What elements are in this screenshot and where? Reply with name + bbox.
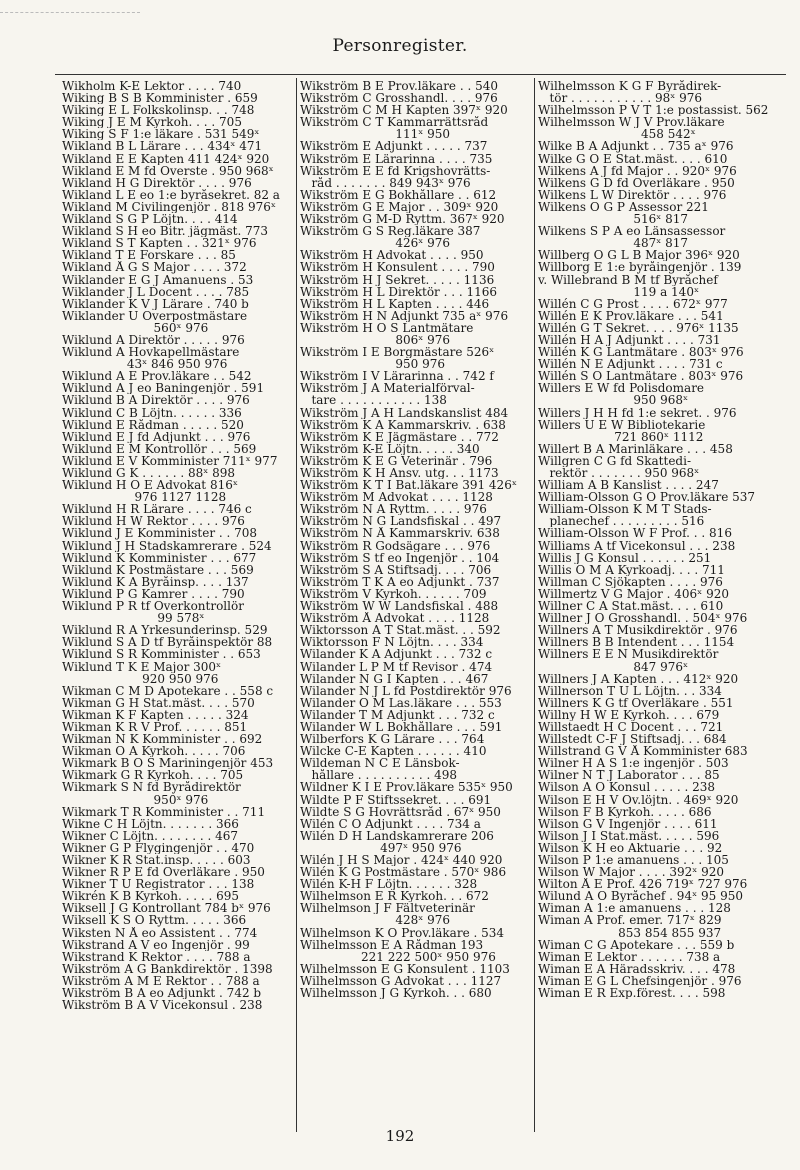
register-entry: Wiman E R Exp.förest. . . . 598: [538, 987, 726, 1000]
register-entry: Willner J O Grosshandl. . 504ˣ 976: [538, 612, 748, 625]
register-entry: Wikström H N Adjunkt 735 aˣ 976: [300, 309, 509, 322]
register-entry: Wiklund K A Byråinsp. . . . 137: [62, 575, 249, 588]
register-entry: Wiklund H W Rektor . . . . 976: [62, 515, 245, 528]
register-entry: Wiksell K S O Ryttm. . . . . 366: [62, 914, 247, 927]
register-entry: Wikmark S N fd Byrådirektör: [62, 781, 241, 794]
register-entry: Willny H W E Kyrkoh. . . . 679: [538, 708, 720, 721]
top-dashed-rule: [0, 12, 140, 13]
register-entry: Wikström B A V Vicekonsul . 238: [62, 999, 263, 1012]
register-entry: Wilander W L Bokhållare . . . 591: [300, 720, 503, 734]
register-entry: Wilkens G D fd Överläkare . 950: [538, 176, 735, 189]
register-entry: Wikström K H Ansv. utg. . . 1173: [300, 467, 499, 480]
register-entry: Wiklund A Direktör . . . . . 976: [62, 333, 245, 347]
register-entry: Wikström H L Direktör . . . 1166: [300, 285, 498, 298]
register-entry: Wilson W Major . . . . 392ˣ 920: [538, 866, 725, 879]
register-entry: Wikström T K A eo Adjunkt . 737: [300, 575, 500, 588]
register-entry: 516ˣ 817: [538, 213, 689, 226]
register-entry: 119 a 140ˣ: [538, 285, 700, 298]
register-entry: Wikström C Grosshandl. . . . 976: [300, 92, 498, 105]
register-entry: Wiklander E G J Amanuens . 53: [62, 273, 254, 286]
register-entry: Wikland S H eo Bitr. jägmäst. 773: [62, 225, 269, 238]
register-entry: Wikland E E Kapten 411 424ˣ 920: [62, 152, 270, 165]
column-divider: [534, 78, 535, 1132]
register-entry: Wiklund T K E Major 300ˣ: [62, 660, 222, 673]
register-entry: Willers U E W Bibliotekarie: [538, 418, 706, 431]
register-entry: Willners E E N Musikdirektör: [538, 648, 719, 661]
register-entry: rektör . . . . . . . 950 968ˣ: [538, 467, 700, 480]
register-entry: 43ˣ 846 950 976: [62, 358, 228, 371]
register-entry: Wikland B L Lärare . . . 434ˣ 471: [62, 140, 263, 153]
register-entry: Wilander L P M tf Revisor . 474: [300, 660, 493, 673]
register-entry: Wikmark B O S Mariningenjör 453: [62, 757, 274, 770]
register-entry: 920 950 976: [62, 672, 219, 685]
register-entry: Wikström J A H Landskanslist 484: [300, 406, 509, 419]
register-entry: Wilkens S P A eo Länsassessor: [538, 225, 726, 238]
register-entry: Wikland S G P Löjtn. . . . 414: [62, 213, 238, 226]
register-entry: Willers J H H fd 1:e sekret. . 976: [538, 406, 737, 419]
register-entry: planechef . . . . . . . . . 516: [538, 515, 705, 528]
page-number: 192: [385, 1127, 415, 1145]
register-entry: Wiklund H R Lärare . . . . 746 c: [62, 503, 252, 516]
register-entry: Willis O M A Kyrkoadj. . . . 711: [538, 563, 725, 576]
register-column-3: [538, 80, 786, 1130]
register-entry: Willnerson T U L Löjtn. . . 334: [538, 684, 722, 697]
register-entry: Wikström S A Stiftsadj. . . . 706: [300, 563, 492, 576]
register-entry: Wiklund J H Stadskamrerare . 524: [62, 539, 272, 552]
register-entry: Wikström S tf eo Ingenjör . . 104: [300, 551, 500, 564]
register-entry: Wilke G O E Stat.mäst. . . . 610: [538, 152, 728, 165]
register-entry: Wikstrand A V eo Ingenjör . 99: [62, 938, 250, 951]
register-entry: 950ˣ 976: [62, 793, 209, 806]
register-entry: 976 1127 1128: [62, 491, 227, 504]
register-entry: Wiklund A E Prov.läkare . . 542: [62, 370, 252, 383]
page-title: Personregister.: [332, 36, 468, 56]
register-entry: Wiking E L Folkskolinsp. . . 748: [62, 104, 255, 117]
register-entry: Wikner K R Stat.insp. . . . . 603: [62, 854, 251, 867]
register-entry: Wikmark G R Kyrkoh. . . . 705: [62, 769, 244, 782]
register-entry: Wikland Å G S Major . . . . 372: [62, 261, 247, 274]
register-entry: Wiklund E M Kontrollör . . . 569: [62, 442, 257, 455]
register-entry: Wiking S F 1:e läkare . 531 549ˣ: [62, 128, 260, 141]
register-entry: Wikström H O S Lantmätare: [300, 321, 474, 334]
register-entry: Wilén K-H F Löjtn. . . . . . 328: [300, 878, 478, 891]
register-entry: Wikman N K Komminister . . 692: [62, 733, 263, 746]
register-entry: Wiking J E M Kyrkoh. . . . 705: [62, 116, 242, 129]
register-entry: Wikström N Å Kammarskriv. 638: [300, 527, 500, 540]
register-entry: Wilhelmsson J G Kyrkoh. . . 680: [300, 987, 492, 1000]
register-entry: Wilhelmson J F Fältveterinär: [300, 902, 475, 915]
register-entry: Willstaedt H C Docent . . . 721: [538, 720, 724, 734]
register-entry: Wiman A 1:e amanuens . . . 128: [538, 902, 731, 915]
register-entry: Wikland T E Forskare . . . 85: [62, 249, 236, 262]
register-entry: 487ˣ 817: [538, 237, 689, 250]
register-entry: Wiman E A Häradsskriv. . . . 478: [538, 962, 736, 975]
register-entry: Wikmark T R Komminister . . 711: [62, 805, 266, 818]
register-entry: Willman C Sjökapten . . . . 976: [538, 575, 723, 588]
register-entry: Wilcke C-E Kapten . . . . . . 410: [300, 745, 487, 758]
register-entry: Wiklund E Rådman . . . . . 520: [62, 418, 244, 431]
register-entry: Wildeman N C E Länsbok-: [300, 757, 460, 770]
register-entry: Wikström K T I Bat.läkare 391 426ˣ: [300, 479, 517, 492]
register-entry: 950 968ˣ: [538, 394, 689, 407]
register-entry: Wikström B A eo Adjunkt . 742 b: [62, 987, 262, 1000]
register-entry: Willén C G Prost . . . . 672ˣ 977: [538, 297, 728, 310]
register-entry: Williams A tf Vicekonsul . . . 238: [538, 539, 736, 552]
register-entry: Wikström G S Reg.läkare 387: [300, 225, 481, 238]
register-entry: Wilund A O Byråchef . 94ˣ 95 950: [538, 890, 743, 903]
register-entry: Willén G T Sekret. . . . 976ˣ 1135: [538, 321, 739, 334]
register-entry: Wikström E Adjunkt . . . . . 737: [300, 140, 488, 153]
register-entry: 853 854 855 937: [538, 926, 722, 939]
register-entry: 950 976: [300, 358, 445, 371]
register-entry: 111ˣ 950: [300, 128, 451, 141]
register-entry: Wilkens O G P Assessor 221: [538, 200, 709, 214]
column-divider: [296, 78, 297, 1132]
register-entry: Wikman O A Kyrkoh. . . . . 706: [62, 745, 246, 758]
register-entry: Wikström C M H Kapten 397ˣ 920: [300, 104, 508, 117]
register-entry: Wikner T U Registrator . . . 138: [62, 878, 255, 891]
register-entry: Willberg O G L B Major 396ˣ 920: [538, 249, 740, 262]
register-entry: William-Olsson W F Prof. . . 816: [538, 527, 732, 540]
register-entry: Wilson P 1:e amanuens . . . 105: [538, 854, 729, 867]
register-entry: Wikström M Advokat . . . . 1128: [300, 491, 493, 504]
register-entry: Wikström H L Kapten . . . . 446: [300, 297, 490, 310]
register-entry: Wilson K H eo Aktuarie . . . 92: [538, 841, 723, 854]
register-entry: Wiktorsson A T Stat.mäst. . . 592: [300, 624, 501, 637]
register-entry: Wiklund J E Komminister . . 708: [62, 527, 258, 540]
register-entry: Wikland M Civilingenjör . 818 976ˣ: [62, 200, 276, 214]
register-entry: Wiksell J G Kontrollant 784 bˣ 976: [62, 902, 271, 915]
register-entry: Wiklund A J eo Baningenjör . 591: [62, 382, 265, 395]
register-entry: 847 976ˣ: [538, 660, 689, 673]
register-entry: Willén N E Adjunkt . . . . 731 c: [538, 358, 723, 371]
register-entry: William-Olsson G O Prov.läkare 537: [538, 491, 756, 504]
register-entry: Wiklander U Överpostmästare: [62, 309, 248, 322]
register-entry: Wilson E H V Öv.löjtn. . 469ˣ 920: [538, 793, 739, 806]
register-entry: Wilhelmsson G Advokat . . . 1127: [300, 974, 502, 988]
register-entry: Wilkens L W Direktör . . . . 976: [538, 188, 727, 201]
register-entry: Wilton Å E Prof. 426 719ˣ 727 976: [538, 878, 748, 891]
register-entry: v. Willebrand B M tf Byråchef: [538, 273, 718, 286]
register-entry: Wikne C H Löjtn. . . . . . . 366: [62, 817, 239, 830]
register-entry: Wikström R Godsägare . . . 976: [300, 539, 491, 552]
register-entry: Wikland E M fd Överste . 950 968ˣ: [62, 164, 274, 177]
register-entry: 806ˣ 976: [300, 333, 451, 347]
register-entry: Wiklund B A Direktör . . . . 976: [62, 394, 250, 407]
register-entry: Wikström K E Jägmästare . . 772: [300, 430, 499, 443]
register-entry: Wikström H Konsulent . . . . 790: [300, 261, 495, 274]
register-entry: Willers E W fd Polisdomare: [538, 382, 705, 395]
register-entry: tör . . . . . . . . . . . 98ˣ 976: [538, 92, 703, 105]
register-entry: 458 542ˣ: [538, 128, 696, 141]
register-entry: Wikman K F Kapten . . . . . 324: [62, 708, 249, 721]
register-entry: Willén E K Prov.läkare . . . 541: [538, 309, 724, 322]
register-entry: Wikström G M-D Ryttm. 367ˣ 920: [300, 213, 505, 226]
register-entry: Willners B B Intendent . . . 1154: [538, 636, 735, 649]
register-entry: Wiklund S R Komminister . . 653: [62, 648, 261, 661]
register-entry: Wilhelmsson E A Rådman 193: [300, 938, 484, 951]
register-entry: Willén S O Lantmätare . 803ˣ 976: [538, 370, 744, 383]
register-entry: Willén K G Lantmätare . 803ˣ 976: [538, 346, 744, 359]
register-entry: Wikström K-E Löjtn. . . . . 340: [300, 442, 480, 455]
register-entry: Wiklander K V J Lärare . 740 b: [62, 297, 249, 310]
register-entry: Wilander K A Adjunkt . . . 732 c: [300, 648, 493, 661]
register-entry: Wilhelmson K O Prov.läkare . 534: [300, 926, 505, 939]
register-entry: Wikström I E Borgmästare 526ˣ: [300, 346, 495, 359]
register-entry: Wilkens A J fd Major . . 920ˣ 976: [538, 164, 737, 177]
register-entry: William-Olsson K M T Stads-: [538, 503, 712, 516]
register-entry: Wilander N J L fd Postdirektör 976: [300, 684, 512, 697]
register-entry: 560ˣ 976: [62, 321, 209, 334]
register-entry: Wikström I V Lärarinna . . 742 f: [300, 370, 494, 383]
register-entry: 221 222 500ˣ 950 976: [300, 950, 496, 963]
register-entry: Wikström B E Prov.läkare . . 540: [300, 80, 499, 93]
register-entry: Wiklund G K . . . . . . 88ˣ 898: [62, 467, 236, 480]
register-entry: Wilander N G I Kapten . . . 467: [300, 672, 489, 685]
register-column-1: [62, 80, 294, 1130]
register-entry: Willners J A Kapten . . . 412ˣ 920: [538, 672, 739, 685]
register-entry: Wikner R P E fd Överläkare . 950: [62, 866, 265, 879]
register-entry: Willner C A Stat.mäst. . . . 610: [538, 600, 724, 613]
register-entry: Wiklund S A D tf Byråinspektör 88: [62, 636, 273, 649]
register-entry: Wikman K R V Prof. . . . . . 851: [62, 720, 248, 734]
register-entry: Wiking B S B Komminister . 659: [62, 92, 258, 105]
register-entry: Willis J G Konsul . . . . . . 251: [538, 551, 712, 564]
register-entry: Willners K G tf Överläkare . 551: [538, 696, 734, 709]
register-entry: Willborg E 1:e byråingenjör . 139: [538, 261, 742, 274]
header-rule: [55, 74, 786, 75]
register-entry: Wikström E E fd Krigshovrätts-: [300, 164, 491, 177]
register-entry: Wikström V Kyrkoh. . . . . . 709: [300, 587, 487, 601]
register-entry: 99 578ˣ: [62, 612, 205, 625]
register-entry: råd . . . . . . . 849 943ˣ 976: [300, 176, 471, 189]
register-entry: Wikman G H Stat.mäst. . . . 570: [62, 696, 255, 709]
register-entry: Willmertz V G Major . 406ˣ 920: [538, 587, 729, 601]
register-entry: Wilhelmsson E G Konsulent . 1103: [300, 962, 510, 975]
register-entry: Willgren C G fd Skattedi-: [538, 454, 691, 467]
register-entry: 721 860ˣ 1112: [538, 430, 704, 443]
register-entry: Wildte S G Hovrättsråd . 67ˣ 950: [300, 805, 501, 818]
register-entry: Wikland S T Kapten . . 321ˣ 976: [62, 237, 257, 250]
register-entry: Wikström A G Bankdirektör . 1398: [62, 962, 273, 975]
register-entry: Wilén J H S Major . 424ˣ 440 920: [300, 854, 503, 867]
register-entry: Wiklund A Hovkapellmästare: [62, 346, 240, 359]
register-entry: Wilson G V Ingenjör . . . . 611: [538, 817, 718, 830]
register-entry: Wikström W W Landsfiskal . 488: [300, 600, 499, 613]
register-entry: Wildte P F Stiftssekret. . . . 691: [300, 793, 492, 806]
register-entry: Wildner K I E Prov.läkare 535ˣ 950: [300, 781, 513, 794]
register-entry: Wilson F B Kyrkoh. . . . . 686: [538, 805, 712, 818]
register-entry: Wiktorsson F N Löjtn. . . . 334: [300, 636, 484, 649]
register-entry: Wikrén K B Kyrkoh. . . . . 695: [62, 890, 240, 903]
register-entry: Wikström A M E Rektor . . 788 a: [62, 974, 260, 988]
register-entry: Wiklund R A Yrkesunderinsp. 529: [62, 624, 268, 637]
register-entry: Wikman C M D Apotekare . . 558 c: [62, 684, 274, 697]
register-entry: Wilson A O Konsul . . . . . 238: [538, 781, 716, 794]
register-entry: Willners A T Musikdirektör . 976: [538, 624, 738, 637]
register-entry: 426ˣ 976: [300, 237, 451, 250]
register-entry: Wiklund P R tf Överkontrollör: [62, 600, 244, 613]
register-entry: Wiklund K Komminister . . . 677: [62, 551, 257, 564]
register-entry: Wikström J A Materialförval-: [300, 382, 475, 395]
register-entry: Wilner N T J Laborator . . . 85: [538, 769, 720, 782]
register-entry: Wikström E G Bokhållare . . 612: [300, 188, 497, 201]
register-entry: Willén H A J Adjunkt . . . . 731: [538, 333, 721, 347]
register-entry: Wilander O M Las.läkare . . . 553: [300, 696, 502, 709]
register-entry: 497ˣ 950 976: [300, 841, 462, 854]
register-entry: Wikström G E Major . . 309ˣ 920: [300, 200, 499, 214]
register-entry: Wiklander J L Docent . . . . 785: [62, 285, 250, 298]
register-entry: Wilén K G Postmästare . 570ˣ 986: [300, 866, 507, 879]
register-entry: Wilander T M Adjunkt . . . 732 c: [300, 708, 495, 721]
register-entry: Wiklund E J fd Adjunkt . . . 976: [62, 430, 251, 443]
register-entry: Wiklund P G Kamrer . . . . 790: [62, 587, 245, 601]
register-entry: Willstrand G V Å Komminister 683: [538, 745, 748, 758]
register-entry: Wikström E Lärarinna . . . . 735: [300, 152, 493, 165]
register-entry: Wiman E Lektor . . . . . . 738 a: [538, 950, 721, 963]
register-entry: Wikström N G Landsfiskal . . 497: [300, 515, 502, 528]
register-entry: Wikland H G Direktör . . . . 976: [62, 176, 252, 189]
register-entry: Wilhelmsson P V T 1:e postassist. 562: [538, 104, 769, 117]
register-entry: Wilén C O Adjunkt . . . . 734 a: [300, 817, 481, 830]
register-entry: Wikström K E G Veterinär . 796: [300, 454, 493, 467]
register-entry: Wilhelmson E R Kyrkoh. . . 672: [300, 890, 489, 903]
register-entry: Wikner G P Flygingenjör . . 470: [62, 841, 255, 854]
register-entry: Wikström H J Sekret. . . . . 1136: [300, 273, 495, 286]
register-entry: Wikström H Advokat . . . . 950: [300, 249, 484, 262]
register-entry: hållare . . . . . . . . . . 498: [300, 769, 458, 782]
register-entry: Wikström C T Kammarrättsråd: [300, 116, 489, 129]
register-entry: Wilberfors K G Lärare . . . 764: [300, 733, 485, 746]
register-entry: Wiksten N Å eo Assistent . . 774: [62, 926, 258, 939]
register-column-2: [300, 80, 532, 1130]
register-entry: Wikstrand K Rektor . . . . 788 a: [62, 950, 251, 963]
register-entry: Wilhelmsson K G F Byrådirek-: [538, 80, 722, 93]
register-entry: Wilhelmsson W J V Prov.läkare: [538, 116, 725, 129]
register-entry: Wiman E G L Chefsingenjör . 976: [538, 974, 742, 988]
register-entry: Wilén D H Landskamrerare 206: [300, 829, 494, 842]
register-entry: William A B Kanslist . . . . 247: [538, 479, 719, 492]
register-entry: Wiman C G Apotekare . . . 559 b: [538, 938, 735, 951]
register-entry: Wikström Å Advokat . . . . 1128: [300, 612, 490, 625]
register-entry: Wiklund E V Komminister 711ˣ 977: [62, 454, 278, 467]
register-entry: Wilson J I Stat.mäst. . . . . 596: [538, 829, 720, 842]
register-entry: Wiklund K Postmästare . . . 569: [62, 563, 254, 576]
register-entry: Wikholm K-E Lektor . . . . 740: [62, 80, 242, 93]
register-entry: Wikström K A Kammarskriv. . 638: [300, 418, 506, 431]
register-entry: Wikström N A Ryttm. . . . . 976: [300, 503, 487, 516]
register-entry: tare . . . . . . . . . . . 138: [300, 394, 447, 407]
register-entry: 428ˣ 976: [300, 914, 451, 927]
register-entry: Wikland L E eo 1:e byråsekret. 82 a: [62, 188, 280, 201]
register-entry: Willstedt C-F J Stiftsadj. . . 684: [538, 733, 727, 746]
register-entry: Wikner C Löjtn. . . . . . . . 467: [62, 829, 239, 842]
register-entry: Wiman A Prof. emer. 717ˣ 829: [538, 914, 722, 927]
register-entry: Wiklund C B Löjtn. . . . . . 336: [62, 406, 242, 419]
register-entry: Willert B A Marinläkare . . . 458: [538, 442, 733, 455]
register-entry: Wiklund H O E Advokat 816ˣ: [62, 479, 238, 492]
register-entry: Wilner H A S 1:e ingenjör . 503: [538, 757, 729, 770]
register-entry: Wilke B A Adjunkt . . 735 aˣ 976: [538, 140, 734, 153]
